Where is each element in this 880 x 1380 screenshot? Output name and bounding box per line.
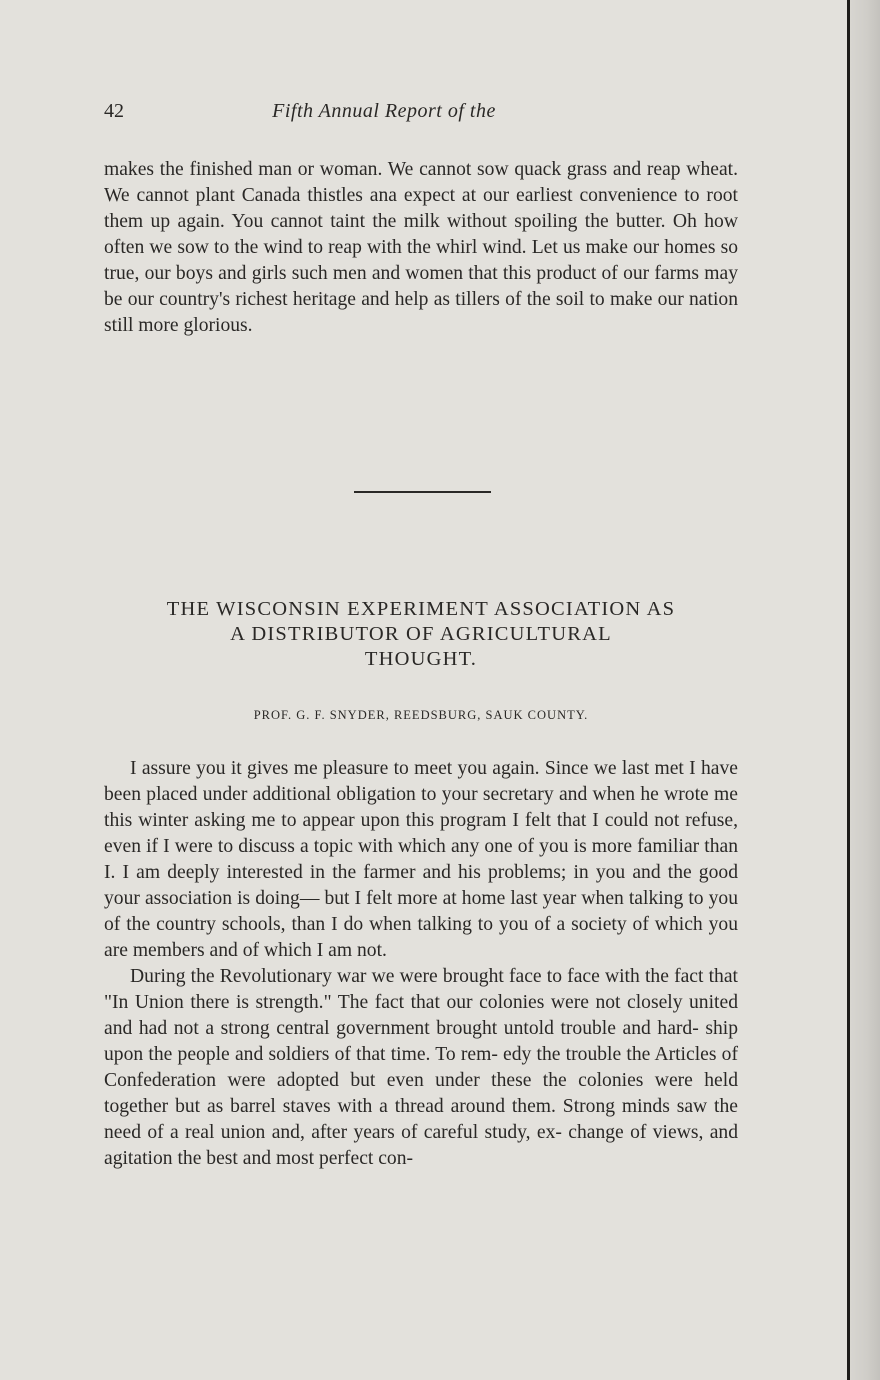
- article-title-line-2: A DISTRIBUTOR OF AGRICULTURAL: [230, 623, 612, 645]
- article-paragraph-2: During the Revolutionary war we were brought face to face with the fact that "In Union there is strength." The fact that our colonies were not closely united and had not a strong central government brought untold trouble and hard- ship upon the people and soldiers of that time. To rem- edy the trouble the Articles of Confederation were adopted but even under these the colonies were held together but as barrel staves with a thread around them. Strong minds saw the need of a real union and, after years of careful study, ex- change of views, and agitation the best and most perfect con-: [104, 966, 738, 1169]
- running-title: Fifth Annual Report of the: [272, 100, 496, 122]
- running-head: [104, 100, 738, 130]
- article-byline: PROF. G. F. SNYDER, REEDSBURG, SAUK COUNTY.: [253, 708, 589, 722]
- article-paragraph-1: I assure you it gives me pleasure to meet you again. Since we last met I have been placed under additional obligation to your secretary and when he wrote me this winter asking me to appear upon this program I felt that I could not refuse, even if I were to discuss a topic with which any one of you is more familiar than I. I am deeply interested in the farmer and his problems; in you and the good your association is doing— but I felt more at home last year when talking to you of the country schools, than I do when talking to you of a society of which you are members and of which I am not.: [104, 758, 738, 961]
- section-divider: [354, 491, 491, 493]
- page-edge-shadow: [848, 0, 880, 1380]
- article-title-line-3: THOUGHT.: [364, 648, 478, 670]
- page-number: 42: [104, 100, 124, 122]
- binding-rule: [847, 0, 850, 1380]
- article-title-line-1: THE WISCONSIN EXPERIMENT ASSOCIATION AS: [166, 598, 676, 620]
- article-body: [104, 756, 738, 1172]
- paragraph-continuation: makes the finished man or woman. We cannot sow quack grass and reap wheat. We cannot plant Canada thistles ana expect at our earliest convenience to root them up again. You cannot taint the milk without spoiling the butter. Oh how often we sow to the wind to reap with the whirl wind. Let us make our homes so true, our boys and girls such men and women that this product of our farms may be our country's richest heritage and help as tillers of the soil to make our nation still more glorious.: [104, 159, 738, 336]
- article-title: [104, 597, 738, 672]
